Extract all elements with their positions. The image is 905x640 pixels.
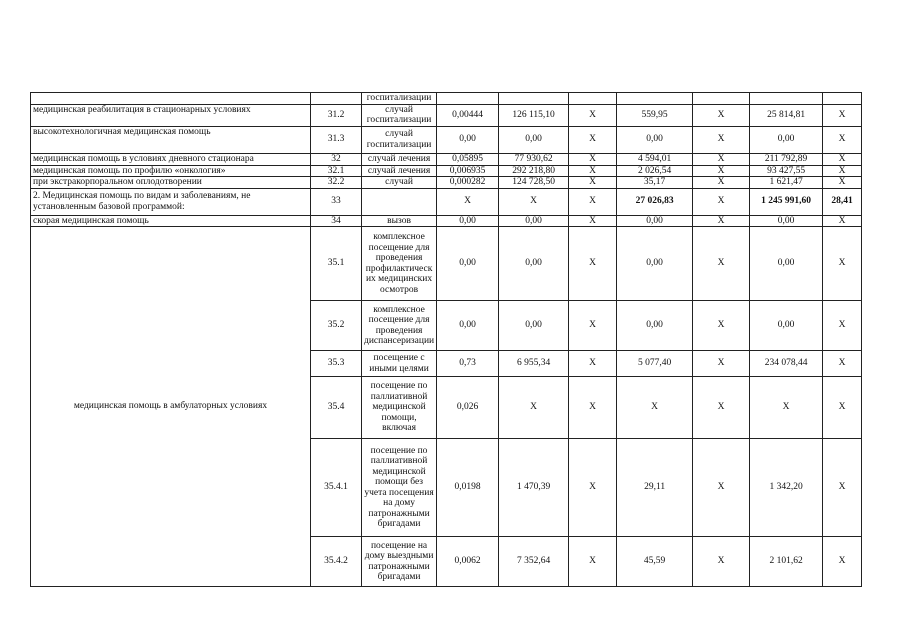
total-cell: 1 342,20 (750, 439, 823, 537)
total-cell: 2 101,62 (750, 537, 823, 587)
per-capita-cell: 45,59 (617, 537, 693, 587)
x-cell: Х (693, 377, 750, 439)
unit-cell: посещение с иными целями (362, 351, 437, 377)
share-cell: Х (823, 227, 862, 301)
x-cell: Х (693, 439, 750, 537)
norm-cell: 0,00444 (437, 104, 499, 126)
row-number-cell: 34 (311, 215, 362, 227)
total-cell: Х (750, 377, 823, 439)
share-cell: 28,41 (823, 188, 862, 215)
cost-cell: 0,00 (499, 215, 569, 227)
per-capita-cell: 27 026,83 (617, 188, 693, 215)
table-row (31, 215, 862, 227)
unit-cell: случай лечения (362, 153, 437, 165)
total-cell: 25 814,81 (750, 104, 823, 126)
x-cell: Х (569, 177, 617, 189)
row-number-cell: 32.2 (311, 177, 362, 189)
table-row (31, 227, 862, 301)
row-number-cell: 32.1 (311, 165, 362, 177)
ambulatory-name-cell: медицинская помощь в амбулаторных условиях (31, 227, 311, 587)
share-cell: Х (823, 215, 862, 227)
row-number-cell: 35.2 (311, 301, 362, 351)
x-cell: Х (569, 351, 617, 377)
x-cell: Х (569, 377, 617, 439)
table-row (31, 165, 862, 177)
per-capita-cell: 0,00 (617, 126, 693, 153)
unit-cell: вызов (362, 215, 437, 227)
unit-cell: посещение по паллиативной медицинской помощи, включая (362, 377, 437, 439)
x-cell: Х (569, 153, 617, 165)
name-cell (31, 93, 311, 105)
total-cell: 93 427,55 (750, 165, 823, 177)
row-number-cell: 31.2 (311, 104, 362, 126)
name-cell: медицинская помощь в условиях дневного стационара (31, 153, 311, 165)
x-cell: Х (693, 126, 750, 153)
norm-cell: Х (437, 188, 499, 215)
total-cell: 0,00 (750, 215, 823, 227)
x-cell: Х (569, 301, 617, 351)
unit-cell: посещение по паллиативной медицинской помощи без учета посещения на дому патронажными бригадами (362, 439, 437, 537)
norm-cell: 0,00 (437, 215, 499, 227)
x-cell: Х (693, 188, 750, 215)
row-number-cell: 31.3 (311, 126, 362, 153)
unit-cell: случай лечения (362, 165, 437, 177)
row-number-cell: 35.4.2 (311, 537, 362, 587)
total-cell: 0,00 (750, 126, 823, 153)
total-cell: 1 245 991,60 (750, 188, 823, 215)
per-capita-cell: 5 077,40 (617, 351, 693, 377)
per-capita-cell: 0,00 (617, 301, 693, 351)
name-cell: скорая медицинская помощь (31, 215, 311, 227)
unit-cell: комплексное посещение для проведения профилактическ их медицинских осмотров (362, 227, 437, 301)
x-cell: Х (693, 351, 750, 377)
row-number-cell: 35.4.1 (311, 439, 362, 537)
cost-cell: 6 955,34 (499, 351, 569, 377)
table-row (31, 177, 862, 189)
norm-cell: 0,0062 (437, 537, 499, 587)
x-cell: Х (569, 188, 617, 215)
name-cell: медицинская помощь по профилю «онкология» (31, 165, 311, 177)
name-cell: медицинская реабилитация в стационарных условиях (31, 104, 311, 126)
x-cell: Х (693, 227, 750, 301)
share-cell: Х (823, 126, 862, 153)
share-cell: Х (823, 301, 862, 351)
cost-cell: 124 728,50 (499, 177, 569, 189)
unit-cell: случай (362, 177, 437, 189)
program-cost-table (30, 92, 862, 587)
norm-cell: 0,73 (437, 351, 499, 377)
total-cell: 211 792,89 (750, 153, 823, 165)
share-cell: Х (823, 537, 862, 587)
per-capita-cell: 0,00 (617, 215, 693, 227)
row-number-cell: 32 (311, 153, 362, 165)
cost-cell: Х (499, 188, 569, 215)
name-cell: 2. Медицинская помощь по видам и заболеваниям, не установленным базовой программой: (31, 188, 311, 215)
cost-cell: 1 470,39 (499, 439, 569, 537)
norm-cell: 0,05895 (437, 153, 499, 165)
x-cell: Х (693, 153, 750, 165)
table-row (31, 126, 862, 153)
cost-cell: 0,00 (499, 301, 569, 351)
cost-cell: 77 930,62 (499, 153, 569, 165)
row-number-cell: 35.3 (311, 351, 362, 377)
norm-cell: 0,006935 (437, 165, 499, 177)
row-number-cell (311, 93, 362, 105)
share-cell: Х (823, 177, 862, 189)
x-cell: Х (693, 165, 750, 177)
x-cell: Х (693, 537, 750, 587)
share-cell: Х (823, 104, 862, 126)
x-cell: Х (569, 104, 617, 126)
row-number-cell: 35.1 (311, 227, 362, 301)
share-cell: Х (823, 351, 862, 377)
total-cell: 0,00 (750, 301, 823, 351)
x-cell: Х (569, 227, 617, 301)
norm-cell: 0,00 (437, 227, 499, 301)
x-cell: Х (569, 439, 617, 537)
share-cell: Х (823, 377, 862, 439)
x-cell: Х (693, 215, 750, 227)
x-cell: Х (569, 165, 617, 177)
total-cell: 234 078,44 (750, 351, 823, 377)
name-cell: при экстракорпоральном оплодотворении (31, 177, 311, 189)
norm-cell: 0,0198 (437, 439, 499, 537)
x-cell: Х (693, 177, 750, 189)
x-cell: Х (569, 126, 617, 153)
cost-cell: 0,00 (499, 227, 569, 301)
cost-cell: 292 218,80 (499, 165, 569, 177)
cost-cell: Х (499, 377, 569, 439)
cost-cell: 126 115,10 (499, 104, 569, 126)
x-cell: Х (569, 537, 617, 587)
cost-cell: 0,00 (499, 126, 569, 153)
norm-cell: 0,026 (437, 377, 499, 439)
norm-cell: 0,00 (437, 301, 499, 351)
share-cell: Х (823, 153, 862, 165)
share-cell: Х (823, 439, 862, 537)
unit-cell: случай госпитализации (362, 104, 437, 126)
total-cell: 1 621,47 (750, 177, 823, 189)
table-row (31, 153, 862, 165)
norm-cell: 0,00 (437, 126, 499, 153)
share-cell: Х (823, 165, 862, 177)
table-row (31, 188, 862, 215)
unit-cell: случай госпитализации (362, 126, 437, 153)
per-capita-cell: 35,17 (617, 177, 693, 189)
x-cell: Х (693, 104, 750, 126)
x-cell: Х (569, 215, 617, 227)
per-capita-cell: 2 026,54 (617, 165, 693, 177)
row-number-cell: 35.4 (311, 377, 362, 439)
name-cell: высокотехнологичная медицинская помощь (31, 126, 311, 153)
per-capita-cell: 559,95 (617, 104, 693, 126)
unit-cell: госпитализации (362, 93, 437, 105)
table-row (31, 104, 862, 126)
unit-cell: комплексное посещение для проведения диспансеризации (362, 301, 437, 351)
x-cell: Х (693, 301, 750, 351)
unit-cell: посещение на дому выездными патронажными бригадами (362, 537, 437, 587)
per-capita-cell: 29,11 (617, 439, 693, 537)
cost-cell: 7 352,64 (499, 537, 569, 587)
fragment-row (31, 93, 862, 105)
row-number-cell: 33 (311, 188, 362, 215)
per-capita-cell: Х (617, 377, 693, 439)
per-capita-cell: 4 594,01 (617, 153, 693, 165)
total-cell: 0,00 (750, 227, 823, 301)
unit-cell (362, 188, 437, 215)
per-capita-cell: 0,00 (617, 227, 693, 301)
norm-cell: 0,000282 (437, 177, 499, 189)
